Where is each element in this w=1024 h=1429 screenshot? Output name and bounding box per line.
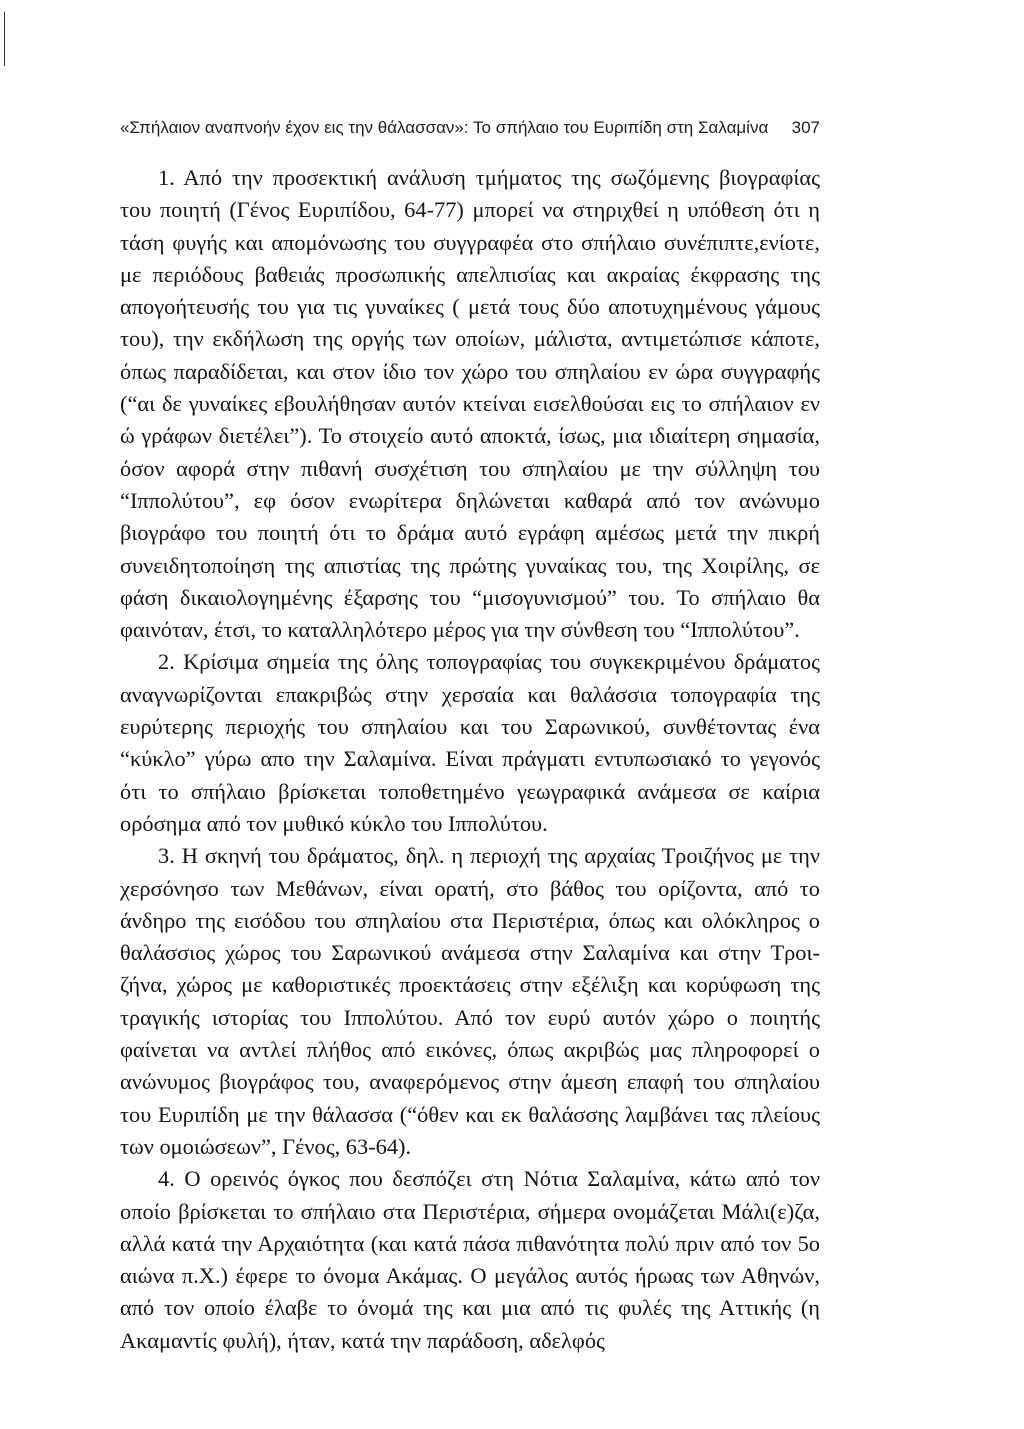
running-header	[120, 118, 820, 142]
body-text	[120, 162, 820, 1357]
paragraph-1: 1. Από την προσεκτική ανάλυση τμήματος της σωζόμενης βιογραφίας του ποιητή (Γένος Ευριπίδου, 64-77) μπορεί να στηριχθεί η υπόθεση ότι η τάση φυγής και απομόνωσης του συγγραφέα στο σπήλαιο συνέπιπτε,ενίοτε, με περιόδους βαθειάς προσωπικής απελπισίας και ακραίας έκφρασης της απογοήτευσής του για τις γυναίκες ( μετά τους δύο αποτυχημένους γάμους του), την εκδήλωση της οργής των οποίων, μάλιστα, αντιμετώπισε κάποτε, όπως παραδίδεται, και στον ίδιο τον χώρο του σπηλαίου εν ώρα συγγραφής (“αι δε γυναίκες εβουλήθησαν αυτόν κτείναι εισελθούσαι εις το σπήλαιον εν ώ γράφων διετέλει”). Το στοιχείο αυτό αποκτά, ίσως, μια ιδιαίτερη σημασία, όσον αφορά στην πιθανή συσχέτιση του σπηλαίου με την σύλληψη του “Ιππολύτου”, εφ όσον ενωρίτερα δηλώνεται καθαρά από τον ανώνυμο βιογράφο του ποιητή ότι το δράμα αυτό εγράφη αμέσως μετά την πικρή συνειδητοποίηση της απιστίας της πρώτης γυναίκας του, της Χοιρίλης, σε φάση δικαιολογημένης έξαρσης του “μισογυνισμού” του. Το σπήλαιο θα φαινόταν, έτσι, το καταλληλότερο μέρος για την σύνθεση του “Ιππολύτου”.	[120, 165, 820, 643]
scan-margin-mark	[4, 12, 5, 66]
page-number: 307	[791, 118, 820, 137]
paragraph-2: 2. Κρίσιμα σημεία της όλης τοπογραφίας του συγκεκριμένου δράματος αναγνωρίζονται επακριβώς στην χερσαία και θαλάσσια τοπογραφία της ευρύτερης περιοχής του σπηλαίου και του Σαρωνικού, συνθέτοντας ένα “κύκλο” γύρω απο την Σαλαμίνα. Είναι πράγματι εντυπωσιακό το γεγονός ότι το σπήλαιο βρίσκεται τοποθετημένο γεωγραφικά ανάμεσα σε καίρια ορόσημα από τον μυθικό κύκλο του Ιππολύτου.	[120, 649, 820, 836]
paragraph-3: 3. Η σκηνή του δράματος, δηλ. η περιοχή της αρχαίας Τροιζήνος με την χερσόνησο των Μεθάνων, είναι ορατή, στο βάθος του ορίζοντα, από το άνδηρο της εισόδου του σπηλαίου στα Περιστέρια, όπως και ολόκληρος ο θαλάσσιος χώρος του Σαρωνικού ανάμεσα στην Σαλαμίνα και στην Τροιζήνα, χώρος με καθοριστικές προεκτάσεις στην εξέλιξη και κορύφωση της τραγικής ιστορίας του Ιππολύτου. Από τον ευρύ αυτόν χώρο ο ποιητής φαίνεται να αντλεί πλήθος από εικόνες, όπως ακριβώς μας πληροφορεί ο ανώνυμος βιογράφος του, αναφερόμενος στην άμεση επαφή του σπηλαίου του Ευριπίδη με την θάλασσα (“όθεν και εκ θαλάσσης λαμβάνει τας πλείους των ομοιώσεων”, Γένος, 63-64).	[120, 843, 820, 1159]
paragraph-4: 4. Ο ορεινός όγκος που δεσπόζει στη Νότια Σαλαμίνα, κάτω από τον οποίο βρίσκεται το σπήλαιο στα Περιστέρια, σήμερα ονομάζεται Μάλι(ε)ζα, αλλά κατά την Αρχαιότητα (και κατά πάσα πιθανότητα πολύ πριν από τον 5ο αιώνα π.Χ.) έφερε το όνομα Ακάμας. Ο μεγάλος αυτός ήρωας των Αθηνών, από τον οποίο έλαβε το όνομά της και μια από τις φυλές της Αττικής (η Ακαμαντίς φυλή), ήταν, κατά την παράδοση, αδελφός	[120, 1166, 820, 1353]
book-page	[120, 118, 820, 1357]
running-title: «Σπήλαιον αναπνοήν έχον εις την θάλασσαν»: Το σπήλαιο του Ευριπίδη στη Σαλαμίνα	[120, 118, 769, 137]
